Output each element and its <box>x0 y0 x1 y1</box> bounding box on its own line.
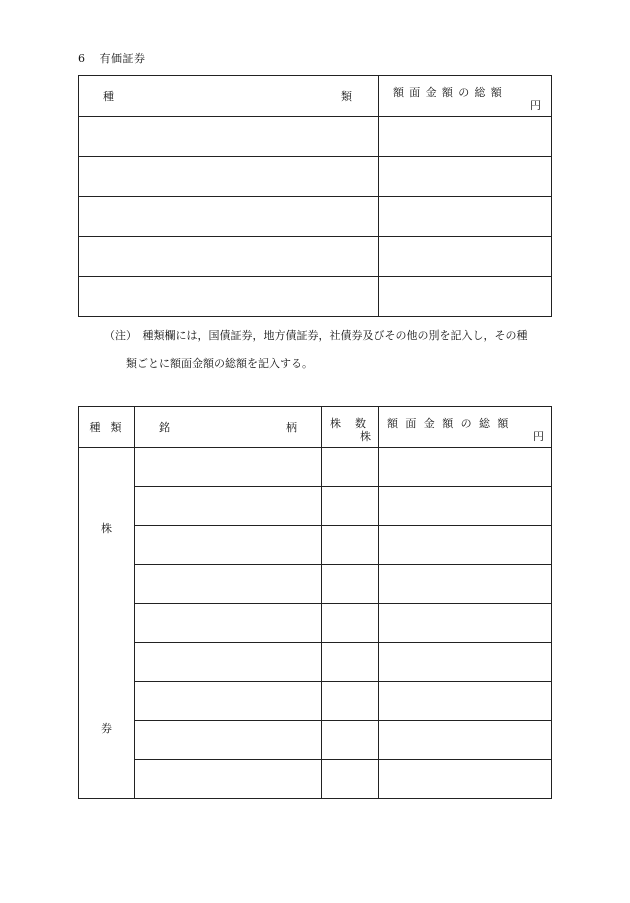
shares-cell[interactable] <box>322 604 379 643</box>
amount-cell[interactable] <box>379 721 552 760</box>
table-row <box>79 487 552 526</box>
shares-cell[interactable] <box>322 721 379 760</box>
kind-cell[interactable] <box>79 237 379 277</box>
kind-header-cell <box>79 76 379 117</box>
section-title: 有価証券 <box>99 52 146 65</box>
shares-cell[interactable] <box>322 526 379 565</box>
brand-header-cell <box>135 407 322 448</box>
amount-cell[interactable] <box>379 277 552 317</box>
shares-cell[interactable] <box>322 565 379 604</box>
amount-header-cell <box>379 76 552 117</box>
table-row <box>79 448 552 487</box>
amount-cell[interactable] <box>379 565 552 604</box>
table-row <box>79 197 552 237</box>
table-row <box>79 157 552 197</box>
amount-header-label: 額面金額の総額 <box>393 86 508 99</box>
kind-cell[interactable] <box>79 117 379 157</box>
section-number: 6 <box>78 52 85 65</box>
brand-cell[interactable] <box>135 643 322 682</box>
kind-cell[interactable] <box>79 277 379 317</box>
type-header-cell: 種類 <box>79 407 135 448</box>
stock-type-cell <box>79 448 135 799</box>
brand-header-left: 銘 <box>159 421 170 434</box>
note <box>104 322 554 378</box>
table-row <box>79 682 552 721</box>
brand-cell[interactable] <box>135 487 322 526</box>
stock-table-header <box>79 407 552 448</box>
brand-cell[interactable] <box>135 565 322 604</box>
amount-cell[interactable] <box>379 487 552 526</box>
table-row <box>79 643 552 682</box>
brand-cell[interactable] <box>135 448 322 487</box>
kind-cell[interactable] <box>79 157 379 197</box>
kind-header-left: 種 <box>103 90 114 103</box>
table-row <box>79 565 552 604</box>
amount-cell[interactable] <box>379 448 552 487</box>
amount-cell[interactable] <box>379 760 552 799</box>
shares-cell[interactable] <box>322 448 379 487</box>
shares-cell[interactable] <box>322 760 379 799</box>
shares-header-unit: 株 <box>360 430 371 443</box>
stock-table <box>78 406 552 799</box>
securities-table <box>78 75 552 317</box>
stock-type-char-1: 株 <box>101 522 112 535</box>
shares-header-cell <box>322 407 379 448</box>
amount-cell[interactable] <box>379 117 552 157</box>
amount2-header-label: 額面金額の総額 <box>387 417 516 430</box>
table-row <box>79 117 552 157</box>
note-line-1: （注） 種類欄には，国債証券，地方債証券，社債券及びその他の別を記入し，その種 <box>104 329 528 342</box>
amount-cell[interactable] <box>379 237 552 277</box>
shares-cell[interactable] <box>322 487 379 526</box>
table-row <box>79 604 552 643</box>
amount-cell[interactable] <box>379 157 552 197</box>
amount-cell[interactable] <box>379 604 552 643</box>
table-row <box>79 526 552 565</box>
amount-cell[interactable] <box>379 197 552 237</box>
note-line-2: 類ごとに額面金額の総額を記入する。 <box>126 357 313 370</box>
kind-header-right: 類 <box>341 90 352 103</box>
table-row <box>79 721 552 760</box>
amount-header-unit: 円 <box>530 99 541 112</box>
stock-type-char-2: 券 <box>101 722 112 735</box>
section-heading <box>78 50 146 66</box>
amount-cell[interactable] <box>379 682 552 721</box>
table-row <box>79 277 552 317</box>
brand-cell[interactable] <box>135 604 322 643</box>
amount-cell[interactable] <box>379 643 552 682</box>
brand-cell[interactable] <box>135 682 322 721</box>
amount-cell[interactable] <box>379 526 552 565</box>
amount2-header-unit: 円 <box>533 430 544 443</box>
shares-cell[interactable] <box>322 682 379 721</box>
shares-cell[interactable] <box>322 643 379 682</box>
amount2-header-cell <box>379 407 552 448</box>
brand-cell[interactable] <box>135 721 322 760</box>
securities-table-header <box>79 76 552 117</box>
brand-header-right: 柄 <box>286 421 297 434</box>
kind-cell[interactable] <box>79 197 379 237</box>
shares-header-label: 株数 <box>330 417 380 430</box>
table-row <box>79 237 552 277</box>
brand-cell[interactable] <box>135 760 322 799</box>
table-row <box>79 760 552 799</box>
brand-cell[interactable] <box>135 526 322 565</box>
